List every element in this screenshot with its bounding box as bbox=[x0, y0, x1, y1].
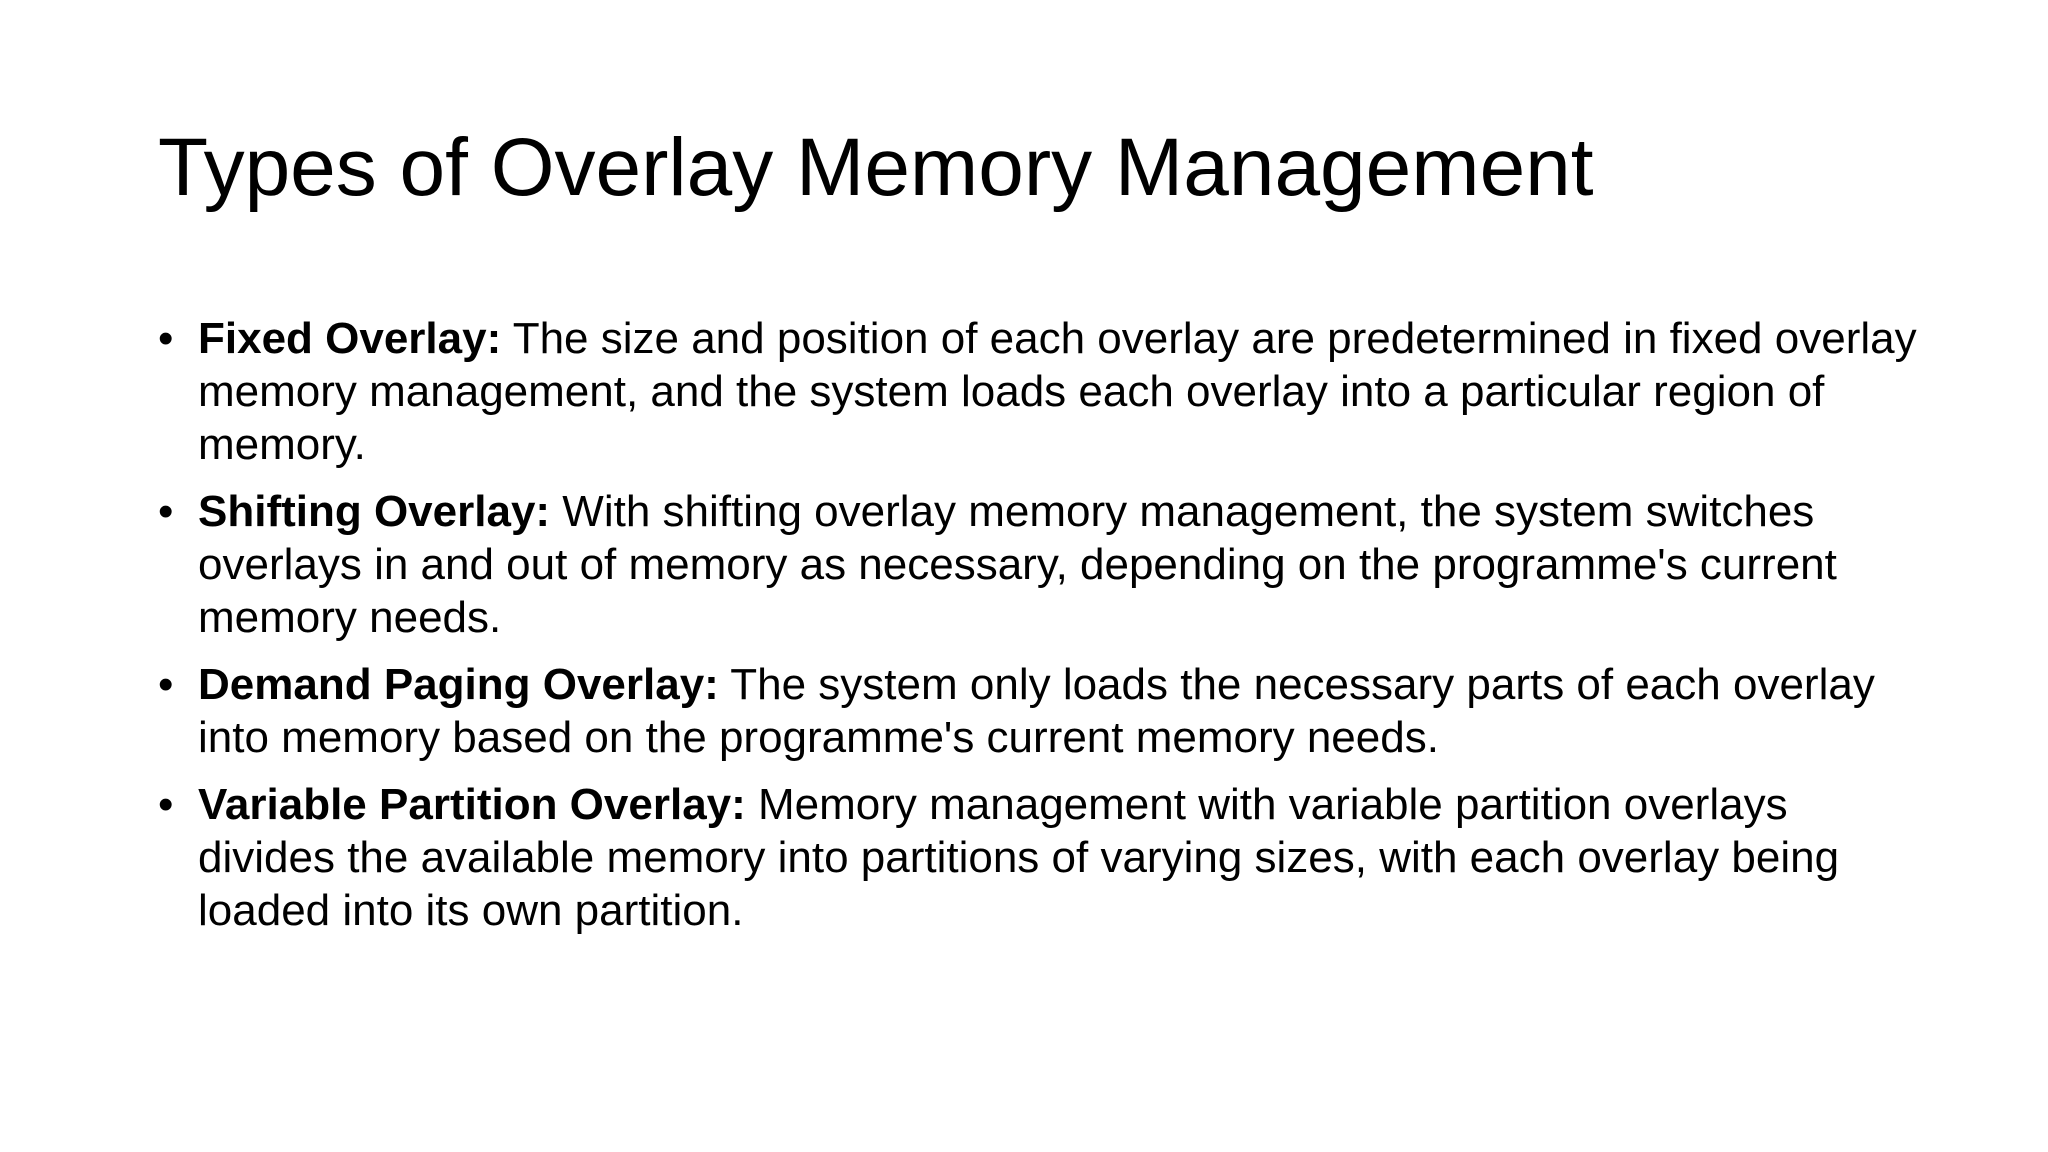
bullet-dot-icon: • bbox=[158, 780, 174, 829]
bullet-dot-icon: • bbox=[158, 314, 174, 363]
bullet-dot-icon: • bbox=[158, 660, 174, 709]
bullet-term: Variable Partition Overlay: bbox=[198, 780, 746, 829]
bullet-term: Fixed Overlay: bbox=[198, 314, 502, 363]
bullet-term: Shifting Overlay: bbox=[198, 487, 551, 536]
bullet-list bbox=[158, 312, 1918, 951]
bullet-text: Memory management with variable partition overlays divides the available memory into partitions of varying sizes, with each overlay being loaded into its own partition. bbox=[198, 780, 1840, 935]
bullet-dot-icon: • bbox=[158, 487, 174, 536]
slide-title: Types of Overlay Memory Management bbox=[158, 122, 1594, 213]
bullet-item-demand-paging-overlay bbox=[158, 658, 1918, 764]
bullet-item-variable-partition-overlay bbox=[158, 778, 1918, 937]
bullet-text: With shifting overlay memory management, the system switches overlays in and out of memory as necessary, depending on the programme's current memory needs. bbox=[198, 487, 1837, 642]
bullet-item-shifting-overlay bbox=[158, 485, 1918, 644]
bullet-term: Demand Paging Overlay: bbox=[198, 660, 719, 709]
bullet-text: The system only loads the necessary parts of each overlay into memory based on the programme's current memory needs. bbox=[198, 660, 1875, 762]
bullet-item-fixed-overlay bbox=[158, 312, 1918, 471]
bullet-text: The size and position of each overlay are predetermined in fixed overlay memory management, and the system loads each overlay into a particular region of memory. bbox=[198, 314, 1917, 469]
